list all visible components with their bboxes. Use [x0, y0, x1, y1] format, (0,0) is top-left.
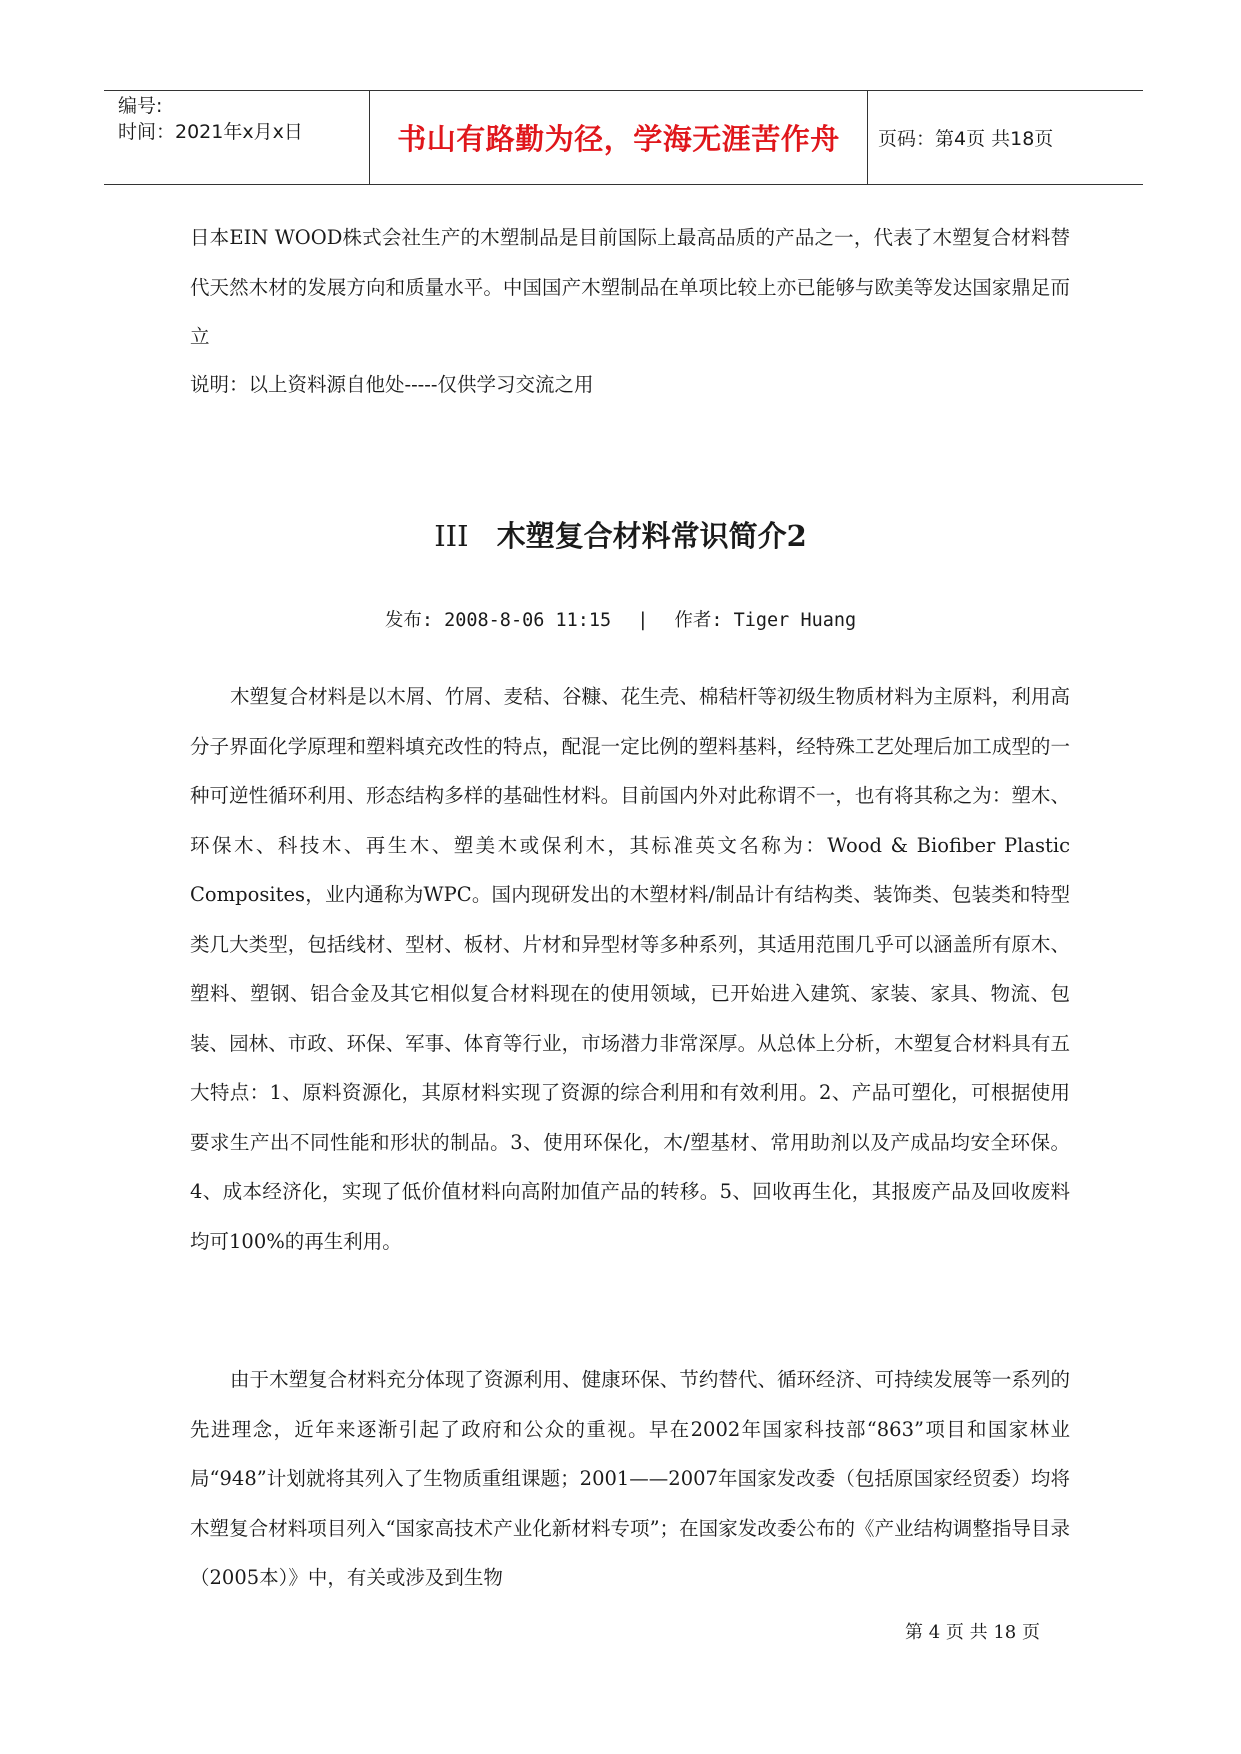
meta-separator: |	[637, 610, 649, 631]
article-title	[0, 514, 1241, 555]
header-page-cell	[868, 91, 1153, 184]
publish-date: 发布: 2008-8-06 11:15	[384, 610, 612, 631]
header-left-cell	[118, 91, 368, 186]
page-footer: 第 4 页 共 18 页	[905, 1622, 1040, 1643]
header-page-number: 页码：第4页 共18页	[878, 128, 1054, 150]
intro-paragraph: 日本EIN WOOD株式会社生产的木塑制品是目前国际上最高品质的产品之一，代表了木塑复合材料替代天然木材的发展方向和质量水平。中国国产木塑制品在单项比较上亦已能够与欧美等发达国家鼎足而立	[190, 226, 1070, 348]
page-header	[104, 90, 1143, 185]
header-motto-cell	[369, 91, 868, 184]
article-paragraph-1: 木塑复合材料是以木屑、竹屑、麦秸、谷糠、花生壳、棉秸杆等初级生物质材料为主原料，利用高分子界面化学原理和塑料填充改性的特点，配混一定比例的塑料基料，经特殊工艺处理后加工成型的一种可逆性循环利用、形态结构多样的基础性材料。目前国内外对此称谓不一，也有将其称之为：塑木、环保木、科技木、再生木、塑美木或保利木，其标准英文名称为：Wood & Biofiber Plastic Composites，业内通称为WPC。国内现研发出的木塑材料/制品计有结构类、装饰类、包装类和特型类几大类型，包括线材、型材、板材、片材和异型材等多种系列，其适用范围几乎可以涵盖所有原木、塑料、塑钢、铝合金及其它相似复合材料现在的使用领域，已开始进入建筑、家装、家具、物流、包装、园林、市政、环保、军事、体育等行业，市场潜力非常深厚。从总体上分析，木塑复合材料具有五大特点：1、原料资源化，其原材料实现了资源的综合利用和有效利用。2、产品可塑化，可根据使用要求生产出不同性能和形状的制品。3、使用环保化，木/塑基材、常用助剂以及产成品均安全环保。4、成本经济化，实现了低价值材料向高附加值产品的转移。5、回收再生化，其报废产品及回收废料均可100%的再生利用。	[190, 685, 1070, 1253]
article-title-numeral: III	[434, 519, 469, 553]
article-paragraph-2: 由于木塑复合材料充分体现了资源利用、健康环保、节约替代、循环经济、可持续发展等一系列的先进理念，近年来逐渐引起了政府和公众的重视。早在2002年国家科技部“863”项目和国家林业局“948”计划就将其列入了生物质重组课题；2001——2007年国家发改委（包括原国家经贸委）均将木塑复合材料项目列入“国家高技术产业化新材料专项”；在国家发改委公布的《产业结构调整指导目录（2005本）》中，有关或涉及到生物	[190, 1368, 1070, 1589]
document-number-label: 编号:	[118, 95, 163, 117]
article-title-text: 木塑复合材料常识简介2	[496, 519, 807, 553]
header-motto: 书山有路勤为径，学海无涯苦作舟	[397, 122, 840, 156]
document-date: 时间：2021年x月x日	[118, 121, 303, 143]
source-note: 说明：以上资料源自他处-----仅供学习交流之用	[190, 373, 594, 396]
article-author: 作者: Tiger Huang	[674, 610, 857, 631]
article-meta	[0, 606, 1241, 632]
